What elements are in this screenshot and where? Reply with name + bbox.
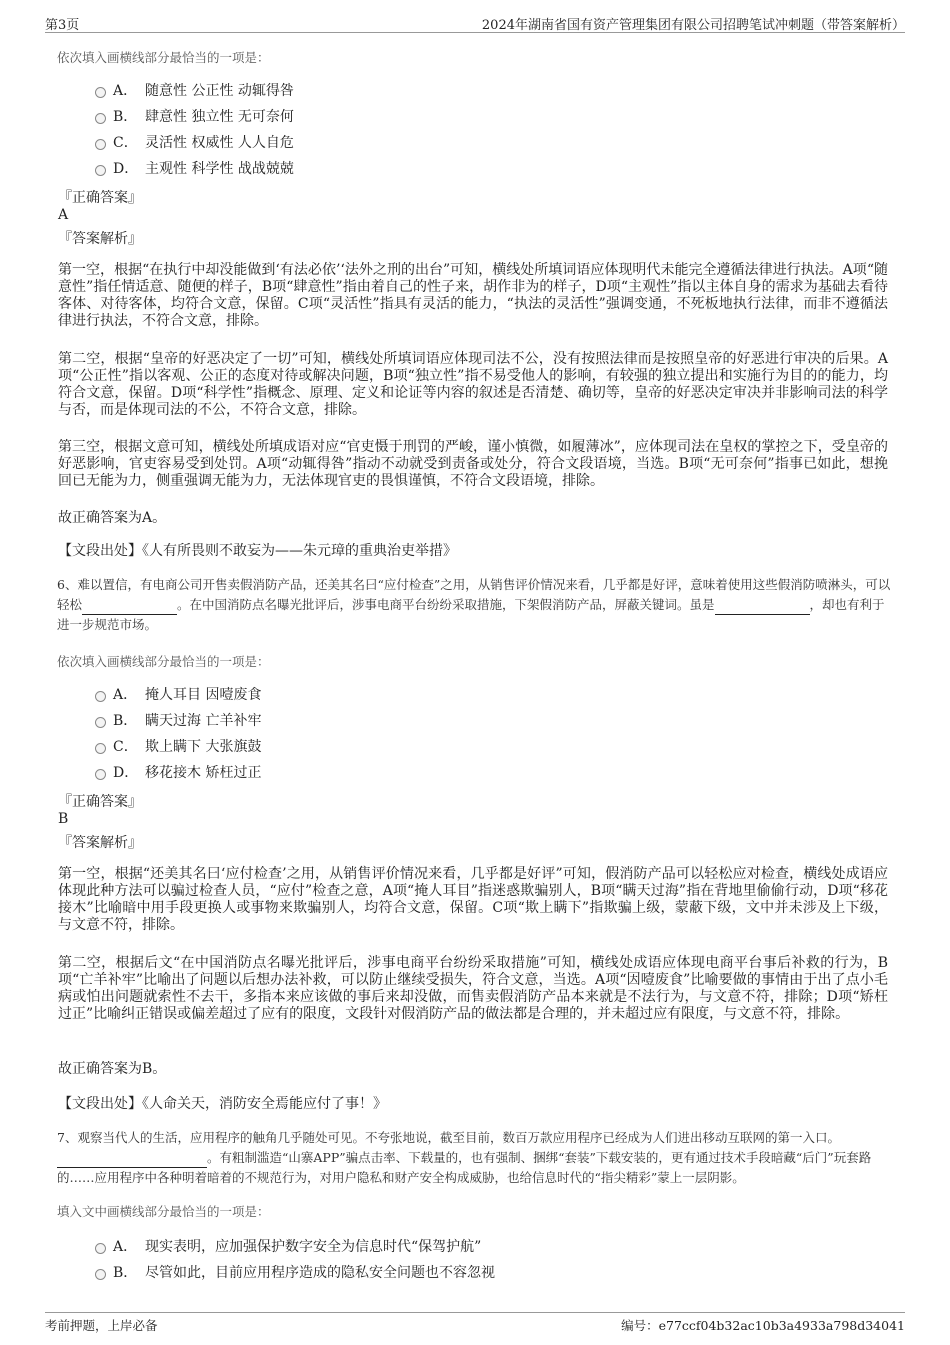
q5-analysis-label: 『答案解析』	[58, 231, 142, 247]
q6-analysis-p1: 第一空，根据“还美其名曰‘应付检查’之用，从销售评价情况来看，几乎都是好评”可知，假消防产品可以轻松应对检查，横线处成语应体现此种方法可以骗过检查人员，“应付”检查之意，A项“掩人耳目”指迷惑欺骗别人，B项“瞒天过海”指在背地里偷偷行动，D项“移花接木”比喻暗中用手段更换人或事物来欺骗别人，均符合文意，保留。C项“欺上瞒下”指欺骗上级，蒙蔽下级，文中并未涉及上下级，与文意不符，排除。	[58, 866, 888, 933]
radio-icon[interactable]	[95, 113, 106, 124]
radio-icon[interactable]	[95, 743, 106, 754]
radio-icon[interactable]	[95, 165, 106, 176]
q5-source: 【文段出处】《人有所畏则不敢妄为——朱元璋的重典治吏举措》	[58, 543, 457, 559]
q6-conclusion: 故正确答案为B。	[58, 1061, 167, 1077]
q6-analysis-p2: 第二空，根据后文“在中国消防点名曝光批评后，涉事电商平台纷纷采取措施”可知，横线处成语应体现电商平台事后补救的行为，B项“亡羊补牢”比喻出了问题以后想办法补救，可以防止继续受损失，符合文意，当选。A项“因噎废食”比喻要做的事情由于出了点小毛病或怕出问题就索性不去干，多指本来应该做的事后来却没做，而售卖假消防产品本来就是不法行为，与文意不符，排除；D项“矫枉过正”比喻纠正错误或偏差超过了应有的限度，文段针对假消防产品的做法都是合理的，并未超过应有限度，与文意不符，排除。	[58, 955, 888, 1022]
q7-stem: 7、观察当代人的生活，应用程序的触角几乎随处可见。不夸张地说，截至目前，数百万款应用程序已经成为人们进出移动互联网的第一入口。。有粗制滥造“山寨APP”骗点击率、下载量的，也有强制、捆绑“套装”下载安装的，更有通过技术手段暗藏“后门”玩套路的……应用程序中各种明着暗着的不规范行为，对用户隐私和财产安全构成威胁，也给信息时代的“指尖精彩”蒙上一层阴影。	[57, 1130, 872, 1185]
radio-icon[interactable]	[95, 717, 106, 728]
radio-icon[interactable]	[95, 1243, 106, 1254]
answer-blank	[715, 600, 810, 615]
q6-analysis-label: 『答案解析』	[58, 835, 142, 851]
q5-analysis-p2: 第二空，根据“皇帝的好恶决定了一切”可知，横线处所填词语应体现司法不公，没有按照法律而是按照皇帝的好恶进行审决的后果。A项“公正性”指以客观、公正的态度对待或解决问题，B项“独立性”指不易受他人的影响，有较强的独立提出和实施行为目的的能力，均符合文意，保留。D项“科学性”指概念、原理、定义和论证等内容的叙述是否清楚、确切等，皇帝的好恶决定审决并非影响司法的科学与否，而是体现司法的不公，不符合文意，排除。	[58, 351, 888, 418]
q6-prompt: 依次填入画横线部分最恰当的一项是：	[57, 654, 270, 669]
q5-correct-label: 『正确答案』	[58, 190, 142, 206]
q6-stem: 6、难以置信，有电商公司开售卖假消防产品，还美其名曰“应付检查”之用，从销售评价情况来看，几乎都是好评，意味着使用这些假消防喷淋头，可以轻松 。在中国消防点名曝光批评后，涉事电商平台纷纷采取措施，下架假消防产品，屏蔽关键词。虽是 ，却也有利于进一步规范市场。	[57, 577, 891, 632]
q6-source: 【文段出处】《人命关天，消防安全焉能应付了事！》	[58, 1096, 387, 1112]
q5-conclusion: 故正确答案为A。	[58, 510, 167, 526]
q5-prompt: 依次填入画横线部分最恰当的一项是：	[57, 50, 270, 65]
page-number: 第3页	[45, 18, 80, 33]
q5-analysis-p3: 第三空，根据文意可知，横线处所填成语对应“官吏慑于刑罚的严峻，谨小慎微，如履薄冰”，应体现司法在皇权的掌控之下，受皇帝的好恶影响，官吏容易受到处罚。A项“动辄得咎”指动不动就受到责备或处分，符合文段语境，当选。B项“无可奈何”指事已如此，想挽回已无能为力，侧重强调无能为力，无法体现官吏的畏惧谨慎，不符合文段语境，排除。	[58, 439, 888, 489]
q7-prompt: 填入文中画横线部分最恰当的一项是：	[57, 1204, 270, 1219]
page-footer	[45, 1312, 905, 1336]
radio-icon[interactable]	[95, 87, 106, 98]
document-title: 2024年湖南省国有资产管理集团有限公司招聘笔试冲刺题（带答案解析）	[481, 18, 905, 33]
radio-icon[interactable]	[95, 1269, 106, 1280]
q5-analysis-p1: 第一空，根据“在执行中却没能做到‘有法必依’‘法外之刑的出台”可知，横线处所填词语应体现明代未能完全遵循法律进行执法。A项“随意性”指任情适意、随便的样子，B项“肆意性”指由着自己的性子来，胡作非为的样子，D项“主观性”指以主体自身的需求为基础去看待客体、对待客体，均符合文意，保留。C项“灵活性”指具有灵活的能力，“执法的灵活性”强调变通，不死板地执行法律，而非不遵循法律进行执法，不符合文意，排除。	[58, 262, 888, 329]
page-header	[45, 12, 905, 33]
footer-slogan: 考前押题，上岸必备	[45, 1318, 158, 1333]
radio-icon[interactable]	[95, 139, 106, 150]
q6-correct-label: 『正确答案』	[58, 794, 142, 810]
radio-icon[interactable]	[95, 691, 106, 702]
document-id: 编号：e77ccf04b32ac10b3a4933a798d34041	[621, 1318, 905, 1333]
radio-icon[interactable]	[95, 769, 106, 780]
answer-blank	[82, 600, 177, 615]
q5-answer: A	[58, 207, 69, 223]
answer-blank	[57, 1153, 207, 1168]
q6-answer: B	[58, 811, 69, 827]
